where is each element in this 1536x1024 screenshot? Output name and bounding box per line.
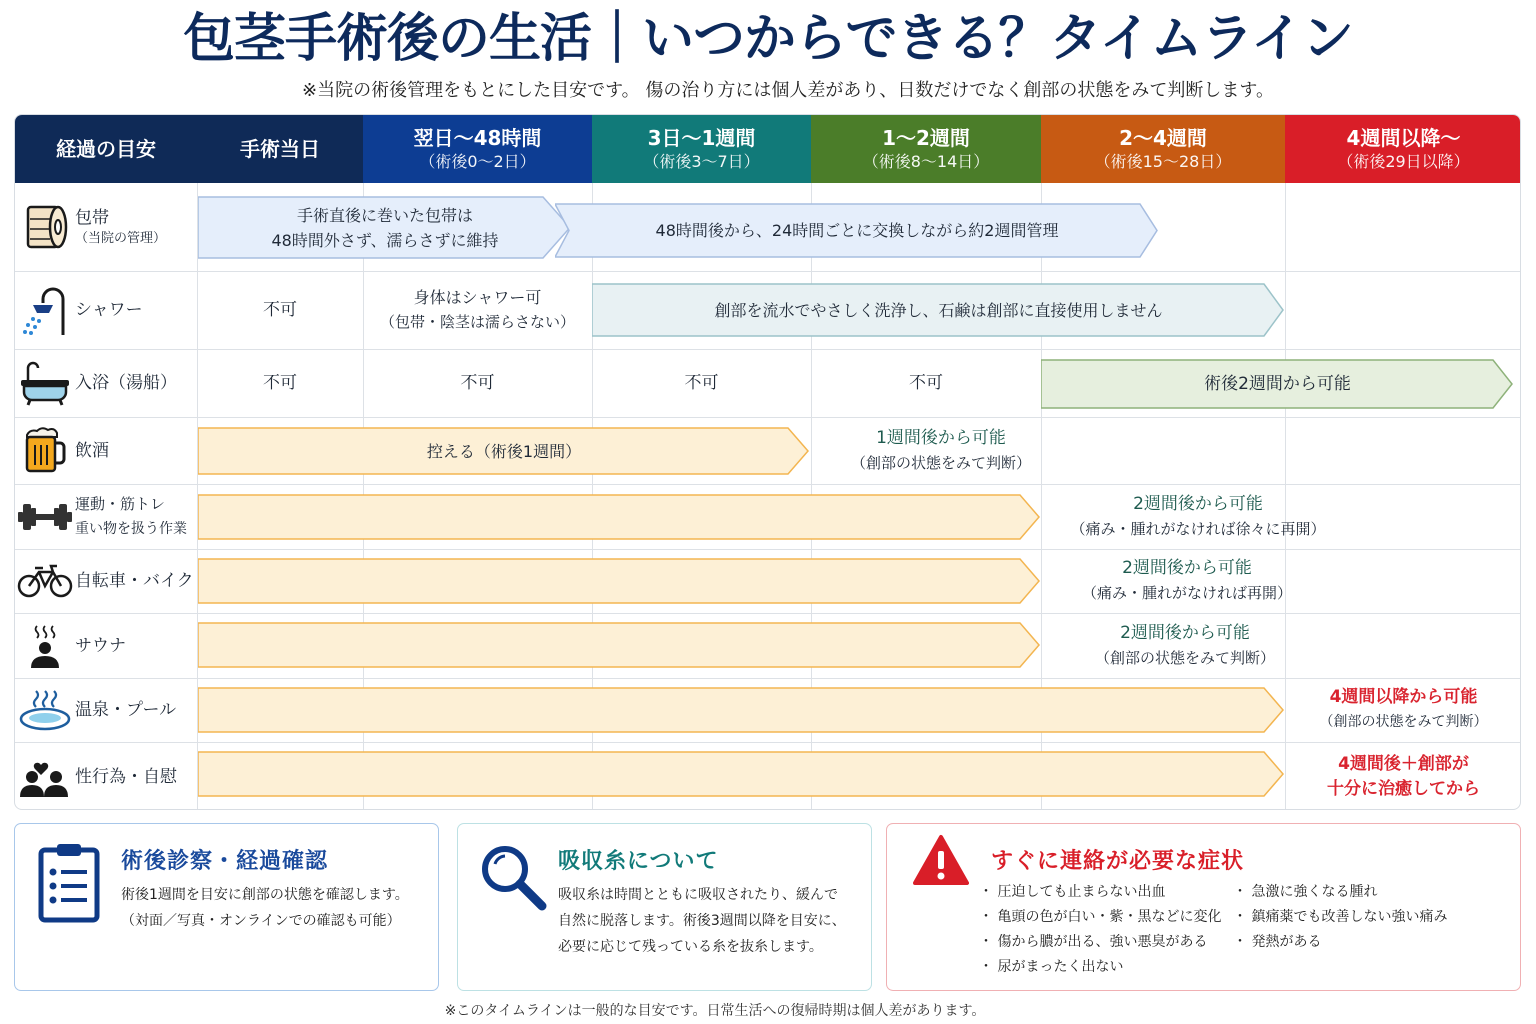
bandage-arrow2-text: 48時間後から、24時間ごとに交換しながら約2週間管理 [655, 221, 1059, 240]
suture-line1: 吸収糸は時間とともに吸収されたり、緩んで [558, 887, 838, 903]
alcohol-ok-line1: 1週間後から可能 [876, 427, 1006, 448]
urgent-item: ・ 亀頭の色が白い・紫・黒などに変化 [979, 909, 1222, 925]
checkup-title: 術後診察・経過確認 [121, 849, 329, 874]
warning-icon [913, 834, 969, 890]
clipboard-icon [37, 840, 101, 928]
alcohol-arrow [198, 427, 810, 475]
shower-icon [15, 283, 75, 337]
urgent-item: ・ 発熱がある [1233, 934, 1322, 950]
urgent-title: すぐに連絡が必要な症状 [991, 849, 1245, 874]
bike-label: 自転車・バイク [75, 571, 194, 591]
urgent-box [886, 823, 1521, 991]
alcohol-arrow-text: 控える（術後1週間） [426, 441, 582, 461]
bathtub-icon [15, 360, 75, 406]
sex-ok-line1: 4週間後＋創部が [1338, 753, 1469, 774]
row-label-shower [15, 271, 196, 349]
shower-day0: 不可 [263, 299, 297, 320]
sauna-ok-line2: （創部の状態をみて判断） [1094, 648, 1275, 667]
alcohol-label: 飲酒 [75, 440, 109, 461]
exercise-label-line1: 運動・筋トレ [75, 494, 166, 513]
checkup-line1: 術後1週間を目安に創部の状態を確認します。 [121, 887, 409, 903]
shower-day1 [363, 271, 592, 349]
bandage-roll-icon [15, 199, 75, 255]
row-label-bath [15, 349, 196, 417]
header-col-2weeks: 1〜2週間 （術後8〜14日） [811, 115, 1041, 183]
bandage-arrow-2weeks [555, 203, 1159, 258]
shower-arrow [592, 283, 1285, 337]
beer-mug-icon [15, 427, 75, 475]
header-col-day0: 手術当日 [197, 115, 363, 183]
shower-day1-line1: 身体はシャワー可 [413, 288, 542, 307]
sex-label: 性行為・自慰 [75, 766, 177, 787]
bath-arrow-text: 術後2週間から可能 [1204, 373, 1351, 394]
bath-arrow [1041, 359, 1514, 409]
exercise-arrow [198, 494, 1041, 540]
row-label-sex [15, 742, 196, 810]
urgent-item: ・ 急激に強くなる腫れ [1233, 884, 1378, 900]
dumbbell-icon [15, 500, 75, 534]
checkup-text [121, 882, 409, 934]
bike-arrow [198, 558, 1041, 604]
urgent-item: ・ 傷から膿が出る、強い悪臭がある [979, 934, 1208, 950]
sex-ok [1285, 742, 1521, 810]
checkup-line2: （対面／写真・オンラインでの確認も可能） [121, 913, 401, 929]
row-label-bandage [15, 183, 196, 271]
row-label-alcohol [15, 417, 196, 484]
exercise-ok-line1: 2週間後から可能 [1133, 493, 1263, 514]
bath-2weeks: 不可 [909, 372, 943, 393]
shower-label: シャワー [75, 300, 143, 320]
bandage-label: 包帯 [75, 208, 109, 228]
suture-text [558, 882, 846, 960]
row-label-sauna [15, 613, 196, 678]
bicycle-icon [15, 564, 75, 598]
timeline-table [14, 114, 1521, 810]
suture-line2: 自然に脱落します。術後3週間以降を目安に、 [558, 913, 846, 929]
urgent-item: ・ 尿がまったく出ない [979, 959, 1124, 975]
sex-ok-line2: 十分に治癒してから [1327, 778, 1480, 799]
header-col-1week: 3日〜1週間 （術後3〜7日） [592, 115, 811, 183]
header-col-guide: 経過の目安 [15, 115, 197, 183]
bath-1week: 不可 [684, 372, 719, 393]
bath-48h: 不可 [460, 372, 495, 393]
onsen-ok [1285, 678, 1521, 742]
suture-line3: 必要に応じて残っている糸を抜糸します。 [558, 939, 823, 955]
page-subtitle: ※当院の術後管理をもとにした目安です。 傷の治り方には個人差があり、日数だけでなく創部の状態をみて判断します。 [302, 80, 1274, 101]
bandage-sublabel: （当院の管理） [75, 231, 167, 246]
header-col-48h: 翌日〜48時間 （術後0〜2日） [363, 115, 592, 183]
magnifier-icon [478, 842, 548, 916]
bath-day0: 不可 [263, 372, 297, 393]
bike-ok-line1: 2週間後から可能 [1122, 558, 1252, 578]
exercise-ok-line2: （痛み・腫れがなければ徐々に再開） [1070, 519, 1326, 538]
bike-ok [1041, 549, 1333, 613]
bath-label: 入浴（湯船） [75, 373, 177, 393]
urgent-left-list [979, 880, 1221, 980]
alcohol-ok-line2: （創部の状態をみて判断） [850, 453, 1031, 472]
onsen-arrow [198, 687, 1285, 733]
onsen-ok-line1: 4週間以降から可能 [1329, 687, 1478, 707]
bandage-arrow-48h [198, 196, 572, 259]
exercise-label-line2: 重い物を扱う作業 [75, 520, 187, 537]
row-label-exercise [15, 484, 196, 549]
bandage-arrow1-line1: 手術直後に巻いた包帯は [296, 205, 473, 225]
alcohol-ok [811, 417, 1071, 484]
urgent-right-list [1233, 880, 1447, 955]
shower-arrow-text: 創部を流水でやさしく洗浄し、石鹸は創部に直接使用しません [714, 300, 1163, 320]
sauna-icon [15, 624, 75, 668]
footer-note: ※このタイムラインは一般的な目安です。日常生活への復帰時期は個人差があります。 [444, 1003, 986, 1019]
sauna-ok-line1: 2週間後から可能 [1120, 622, 1250, 643]
page-title: 包茎手術後の生活｜いつからできる？タイムライン [183, 9, 1353, 69]
couple-icon [15, 757, 75, 797]
urgent-item: ・ 鎮痛薬でも改善しない強い痛み [1233, 909, 1448, 925]
exercise-ok [1041, 484, 1355, 549]
onsen-ok-line2: （創部の状態をみて判断） [1319, 714, 1488, 730]
shower-day1-line2: （包帯・陰茎は濡らさない） [379, 313, 575, 331]
row-label-bike [15, 549, 196, 613]
sauna-arrow [198, 622, 1041, 668]
onsen-label: 温泉・プール [75, 700, 177, 720]
bike-ok-line2: （痛み・腫れがなければ再開） [1081, 584, 1292, 602]
bandage-arrow1-line2: 48時間外さず、濡らさずに維持 [271, 230, 499, 250]
sauna-ok [1041, 613, 1329, 678]
sauna-label: サウナ [75, 635, 126, 656]
header-col-4weeks: 2〜4週間 （術後15〜28日） [1041, 115, 1285, 183]
checkup-box [14, 823, 439, 991]
suture-box [457, 823, 872, 991]
row-label-onsen [15, 678, 196, 742]
suture-title: 吸収糸について [558, 849, 719, 874]
urgent-item: ・ 圧迫しても止まらない出血 [979, 884, 1166, 900]
sex-arrow [198, 751, 1285, 797]
header-col-after4weeks: 4週間以降〜 （術後29日以降） [1285, 115, 1521, 183]
hot-spring-icon [15, 689, 75, 731]
